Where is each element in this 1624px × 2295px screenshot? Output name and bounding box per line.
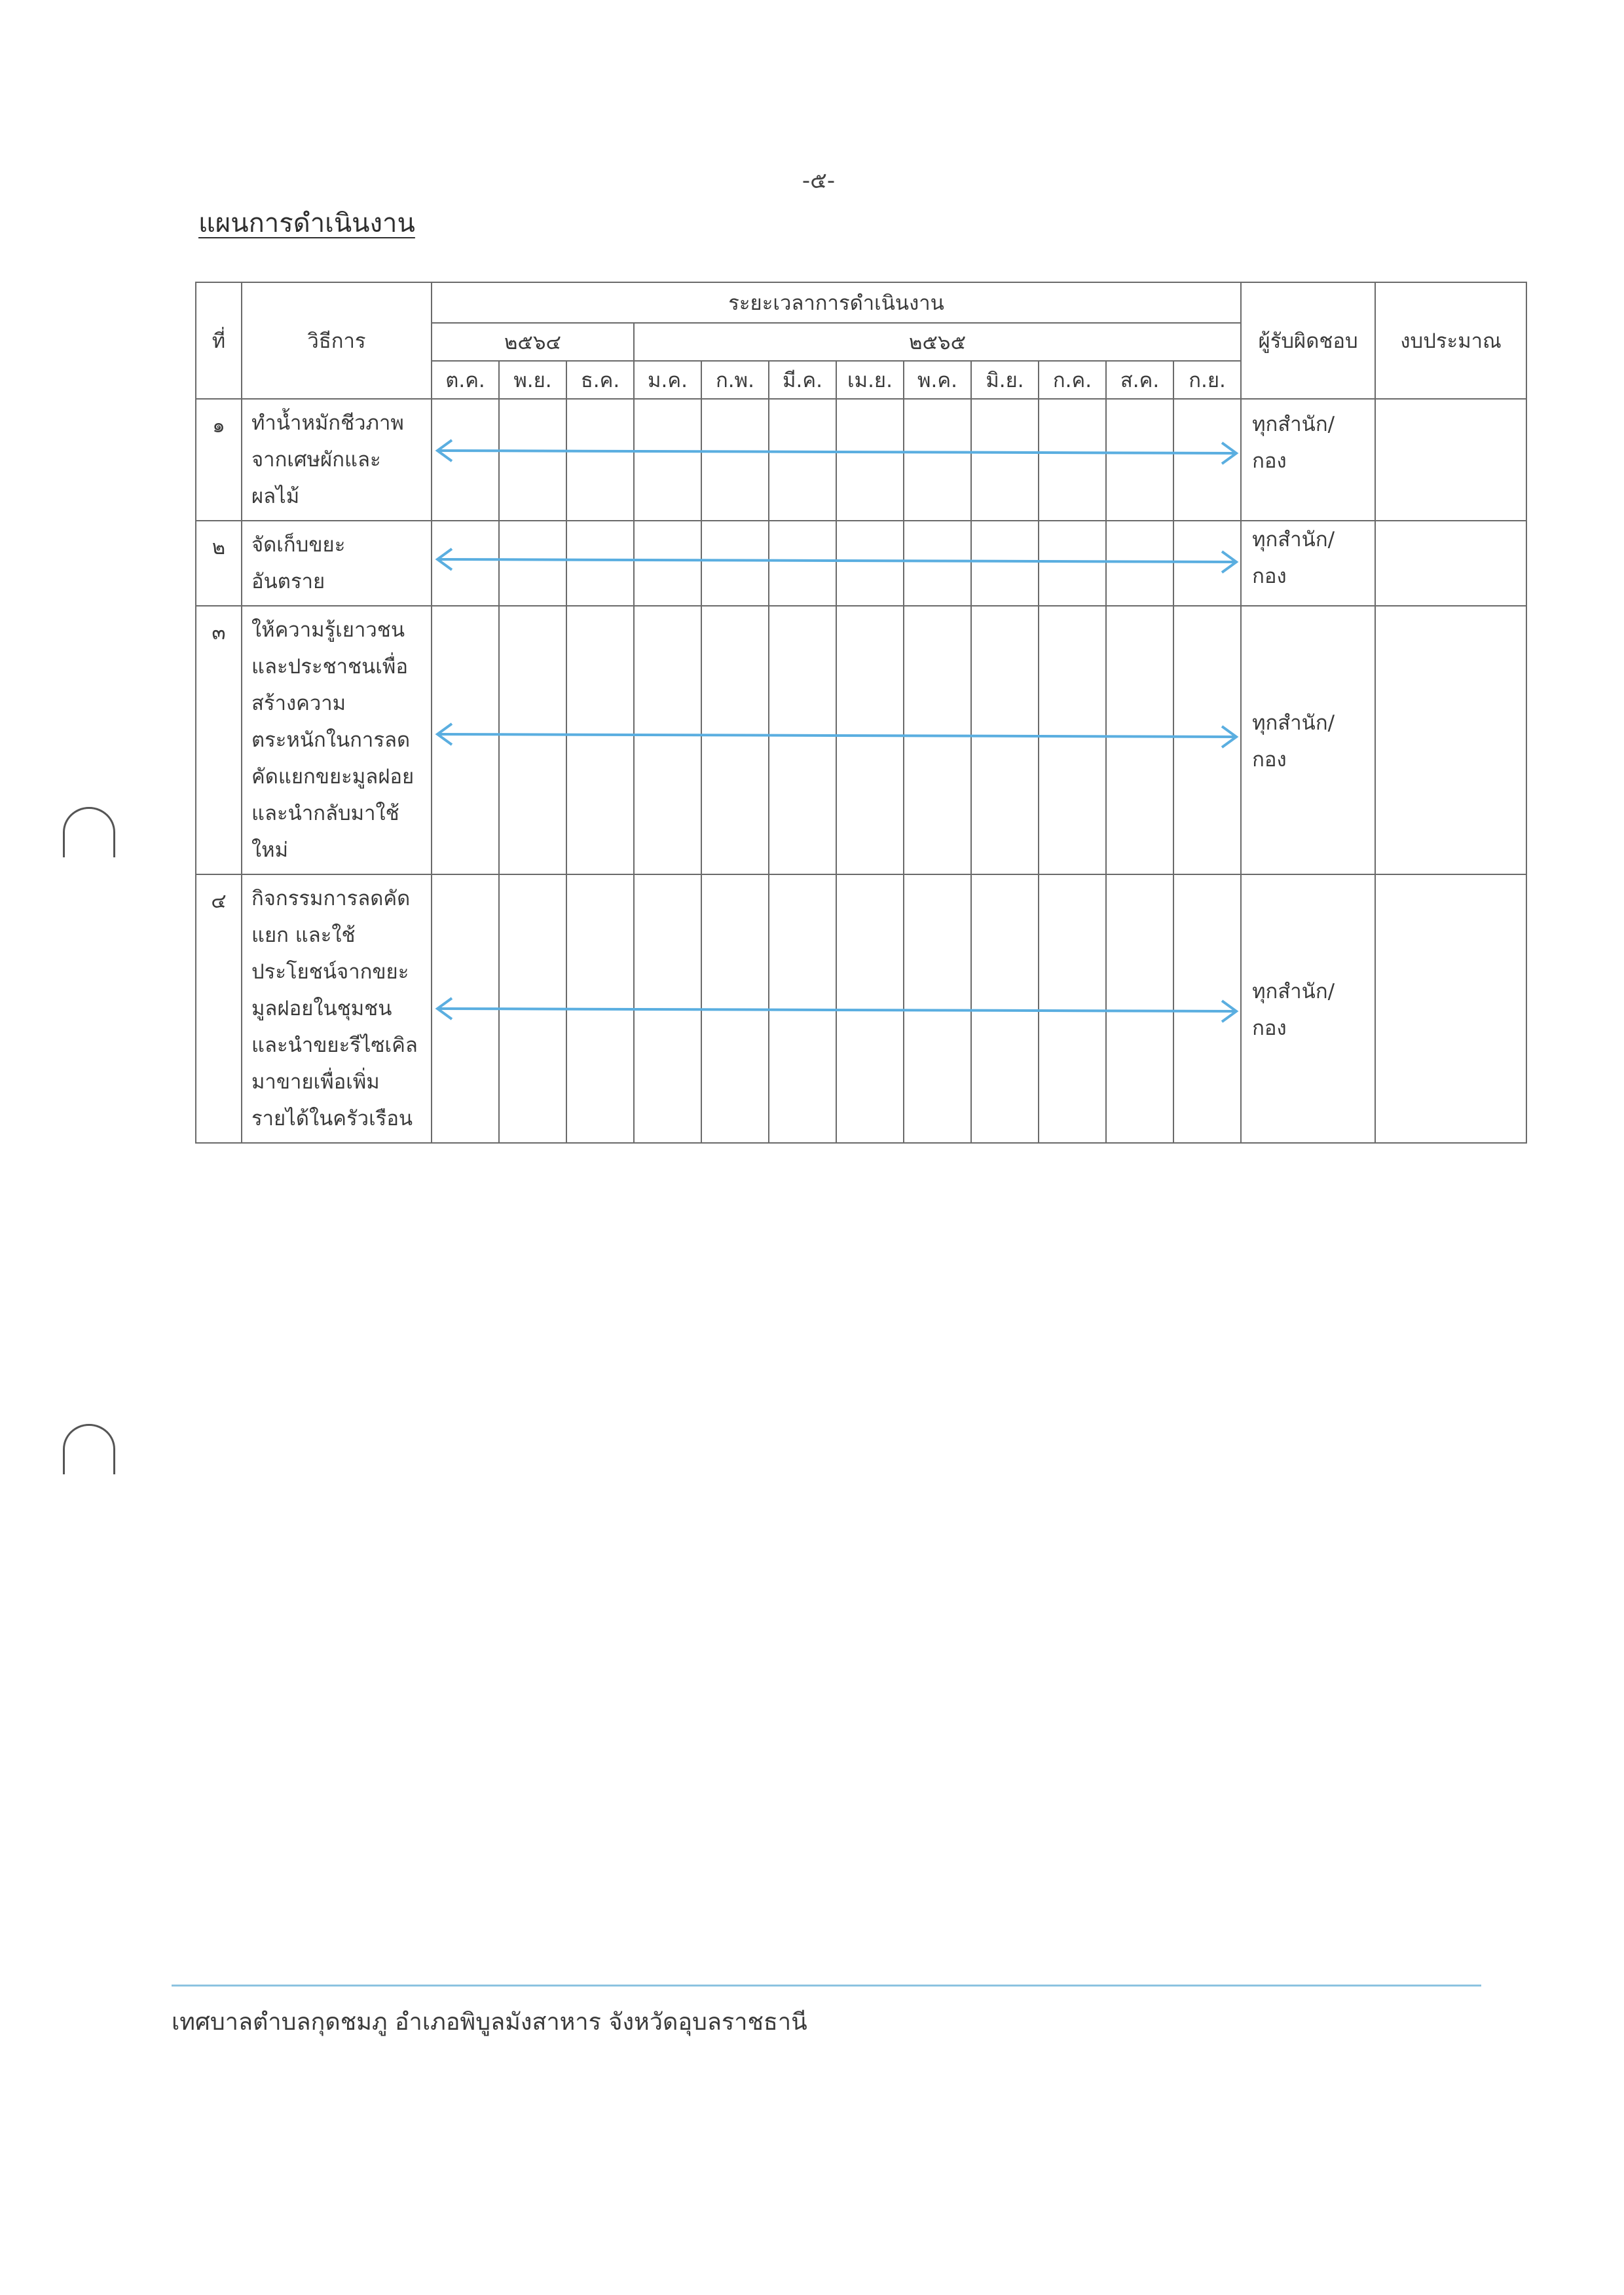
timeline-cell <box>566 399 634 521</box>
timeline-cell <box>634 399 701 521</box>
method-line: มูลฝอยในชุมชน <box>251 997 392 1020</box>
header-method: วิธีการ <box>242 282 432 399</box>
timeline-cell <box>499 399 566 521</box>
timeline-cell <box>1173 521 1241 606</box>
header-month: ส.ค. <box>1106 361 1173 399</box>
punch-hole-top <box>63 807 115 857</box>
timeline-cell <box>701 874 769 1143</box>
row-method <box>242 606 432 874</box>
timeline-cell <box>1106 606 1173 874</box>
row-budget <box>1375 399 1526 521</box>
header-month: มี.ค. <box>769 361 836 399</box>
method-line: และประชาชนเพื่อ <box>251 655 408 679</box>
table-row <box>196 606 1526 874</box>
timeline-cell <box>499 521 566 606</box>
responsible-line: ทุกสำนัก/ <box>1252 528 1335 551</box>
timeline-cell <box>701 399 769 521</box>
header-month: เม.ย. <box>836 361 904 399</box>
row-method <box>242 399 432 521</box>
responsible-line: กอง <box>1252 748 1287 772</box>
timeline-cell <box>432 399 499 521</box>
method-line: ให้ความรู้เยาวชน <box>251 618 405 642</box>
timeline-cell <box>904 606 971 874</box>
row-budget <box>1375 606 1526 874</box>
timeline-cell <box>701 606 769 874</box>
footer-divider <box>172 1985 1481 1987</box>
timeline-cell <box>566 606 634 874</box>
timeline-cell <box>904 521 971 606</box>
timeline-cell <box>1106 521 1173 606</box>
header-month: พ.ย. <box>499 361 566 399</box>
timeline-cell <box>566 874 634 1143</box>
responsible-line: กอง <box>1252 449 1287 473</box>
header-year-2564: ๒๕๖๔ <box>432 323 634 361</box>
method-line: ใหม่ <box>251 838 289 862</box>
table-row <box>196 399 1526 521</box>
method-line: ผลไม้ <box>251 485 300 508</box>
header-responsible: ผู้รับผิดชอบ <box>1241 282 1375 399</box>
footer-text: เทศบาลตำบลกุดชมภู อำเภอพิบูลมังสาหาร จังหวัดอุบลราชธานี <box>172 2009 807 2036</box>
header-month: ม.ค. <box>634 361 701 399</box>
method-line: ตระหนักในการลด <box>251 728 411 752</box>
timeline-cell <box>971 521 1039 606</box>
responsible-line: ทุกสำนัก/ <box>1252 980 1335 1003</box>
timeline-cell <box>1173 874 1241 1143</box>
page-number: -๕- <box>802 168 836 194</box>
row-budget <box>1375 521 1526 606</box>
timeline-cell <box>836 874 904 1143</box>
timeline-cell <box>432 606 499 874</box>
timeline-cell <box>499 874 566 1143</box>
row-number: ๔ <box>196 874 242 1143</box>
method-line: อันตราย <box>251 570 325 593</box>
method-line: จัดเก็บขยะ <box>251 533 346 557</box>
method-line: รายได้ในครัวเรือน <box>251 1107 413 1130</box>
row-responsible <box>1241 399 1375 521</box>
responsible-line: ทุกสำนัก/ <box>1252 711 1335 735</box>
method-line: จากเศษผักและ <box>251 448 381 472</box>
method-line: กิจกรรมการลดคัด <box>251 887 411 910</box>
responsible-line: กอง <box>1252 1017 1287 1040</box>
timeline-cell <box>769 521 836 606</box>
row-responsible <box>1241 874 1375 1143</box>
timeline-cell <box>904 399 971 521</box>
timeline-cell <box>1106 874 1173 1143</box>
timeline-cell <box>971 399 1039 521</box>
table-row <box>196 521 1526 606</box>
timeline-cell <box>1039 521 1106 606</box>
header-month: ก.ย. <box>1173 361 1241 399</box>
method-line: แยก และใช้ <box>251 924 356 947</box>
method-line: มาขายเพื่อเพิ่ม <box>251 1070 380 1094</box>
timeline-cell <box>836 521 904 606</box>
header-month: ต.ค. <box>432 361 499 399</box>
timeline-cell <box>769 399 836 521</box>
header-month: พ.ค. <box>904 361 971 399</box>
header-month: มิ.ย. <box>971 361 1039 399</box>
timeline-cell <box>566 521 634 606</box>
timeline-cell <box>1039 874 1106 1143</box>
section-title: แผนการดำเนินงาน <box>198 208 415 238</box>
responsible-line: ทุกสำนัก/ <box>1252 413 1335 436</box>
timeline-cell <box>1173 399 1241 521</box>
row-method <box>242 521 432 606</box>
timeline-cell <box>1039 399 1106 521</box>
method-line: คัดแยกขยะมูลฝอย <box>251 765 415 789</box>
header-budget: งบประมาณ <box>1375 282 1526 399</box>
timeline-cell <box>769 874 836 1143</box>
header-month: ก.ค. <box>1039 361 1106 399</box>
header-no: ที่ <box>196 282 242 399</box>
timeline-cell <box>904 874 971 1143</box>
header-month: ธ.ค. <box>566 361 634 399</box>
row-budget <box>1375 874 1526 1143</box>
row-number: ๒ <box>196 521 242 606</box>
plan-table <box>195 282 1527 1144</box>
timeline-cell <box>432 521 499 606</box>
header-timeline: ระยะเวลาการดำเนินงาน <box>432 282 1241 323</box>
timeline-cell <box>836 606 904 874</box>
header-month: ก.พ. <box>701 361 769 399</box>
timeline-cell <box>701 521 769 606</box>
method-line: ประโยชน์จากขยะ <box>251 960 409 984</box>
header-year-2565: ๒๕๖๕ <box>634 323 1241 361</box>
timeline-cell <box>1173 606 1241 874</box>
table-row <box>196 874 1526 1143</box>
responsible-line: กอง <box>1252 565 1287 588</box>
method-line: และนำขยะรีไซเคิล <box>251 1034 418 1057</box>
row-number: ๓ <box>196 606 242 874</box>
row-method <box>242 874 432 1143</box>
method-line: และนำกลับมาใช้ <box>251 802 399 825</box>
method-line: ทำน้ำหมักชีวภาพ <box>251 411 404 435</box>
timeline-cell <box>634 606 701 874</box>
row-responsible <box>1241 521 1375 606</box>
timeline-cell <box>432 874 499 1143</box>
timeline-cell <box>634 521 701 606</box>
timeline-cell <box>769 606 836 874</box>
timeline-cell <box>971 874 1039 1143</box>
punch-hole-bottom <box>63 1424 115 1474</box>
timeline-cell <box>634 874 701 1143</box>
timeline-cell <box>1106 399 1173 521</box>
timeline-cell <box>836 399 904 521</box>
timeline-cell <box>1039 606 1106 874</box>
method-line: สร้างความ <box>251 692 346 715</box>
timeline-cell <box>499 606 566 874</box>
timeline-cell <box>971 606 1039 874</box>
row-number: ๑ <box>196 399 242 521</box>
row-responsible <box>1241 606 1375 874</box>
